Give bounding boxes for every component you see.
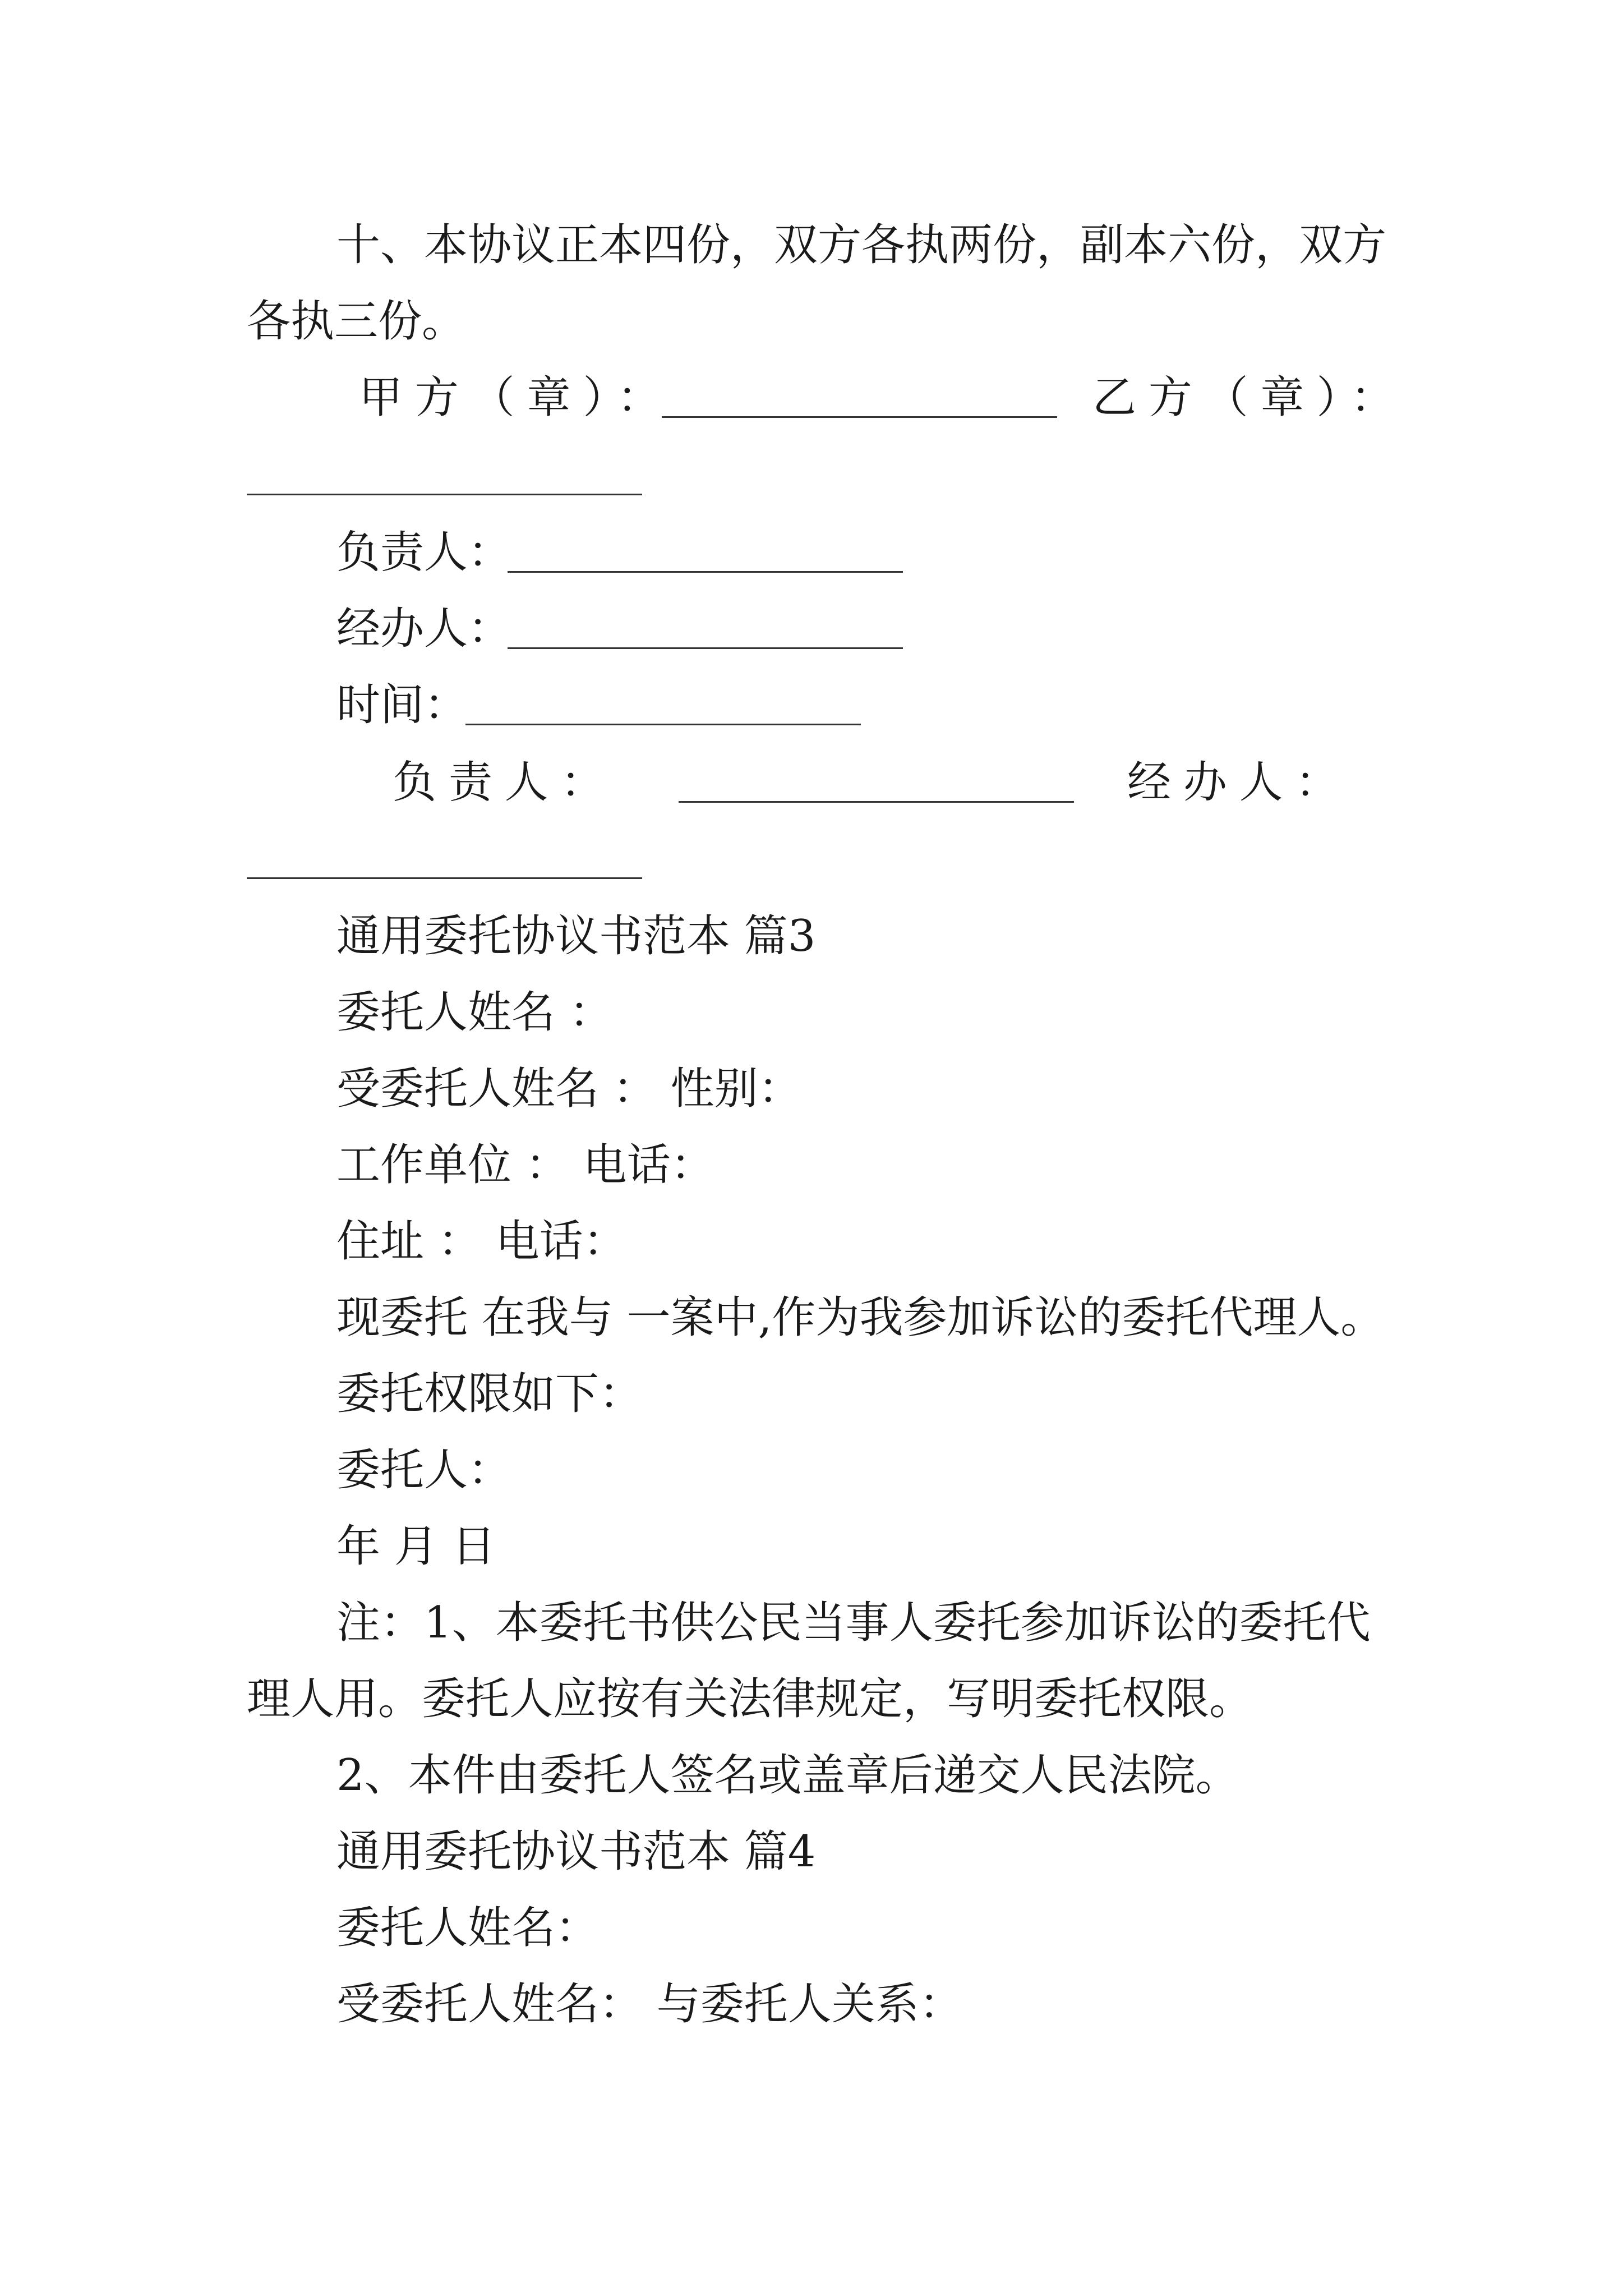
responsible-person-b-blank (679, 801, 1074, 803)
authority-heading: 委托权限如下： (336, 1369, 643, 1419)
clause-ten-line-1: 十、本协议正本四份，双方各执两份，副本六份，双方 (336, 220, 1387, 270)
section-title-4: 通用委托协议书范本 篇4 (336, 1826, 816, 1877)
note-two: 2、本件由委托人签名或盖章后递交人民法院。 (336, 1750, 1239, 1801)
handler-b-label: 经办人： (1127, 757, 1352, 808)
handler-blank (508, 647, 903, 649)
handler-b-blank (247, 877, 642, 879)
handler-label: 经办人： (336, 604, 512, 654)
work-unit-field-3: 工作单位 ： 电话： (336, 1140, 714, 1190)
note-one-line-2: 理人用。委托人应按有关法律规定，写明委托权限。 (247, 1674, 1253, 1724)
party-a-seal-label: 甲方（章）： (359, 372, 674, 423)
party-b-seal-label: 乙方（章）： (1092, 372, 1407, 423)
agent-name-field-3: 受委托人姓名 ： 性别： (336, 1064, 802, 1114)
principal-signature-label: 委托人： (336, 1445, 512, 1496)
clause-ten-line-2: 各执三份。 (247, 296, 466, 347)
section-title-3: 通用委托协议书范本 篇3 (336, 911, 816, 961)
party-b-seal-blank (247, 494, 642, 495)
agent-name-field-4: 受委托人姓名： 与委托人关系： (336, 1979, 963, 2030)
principal-name-field-4: 委托人姓名： (336, 1903, 600, 1953)
time-blank (465, 724, 861, 725)
note-one-line-1: 注：1、本委托书供公民当事人委托参加诉讼的委托代 (336, 1598, 1371, 1648)
date-line: 年 月 日 (336, 1521, 496, 1572)
time-label: 时间： (336, 680, 468, 730)
entrust-statement: 现委托 在我与 一案中,作为我参加诉讼的委托代理人。 (336, 1292, 1385, 1343)
address-field-3: 住址 ： 电话： (336, 1216, 627, 1267)
party-a-seal-blank (662, 416, 1057, 418)
responsible-person-label: 负责人： (336, 527, 512, 578)
principal-name-field-3: 委托人姓名 ： (336, 987, 613, 1038)
responsible-person-b-label: 负责人： (393, 757, 617, 808)
responsible-person-blank (508, 571, 903, 573)
